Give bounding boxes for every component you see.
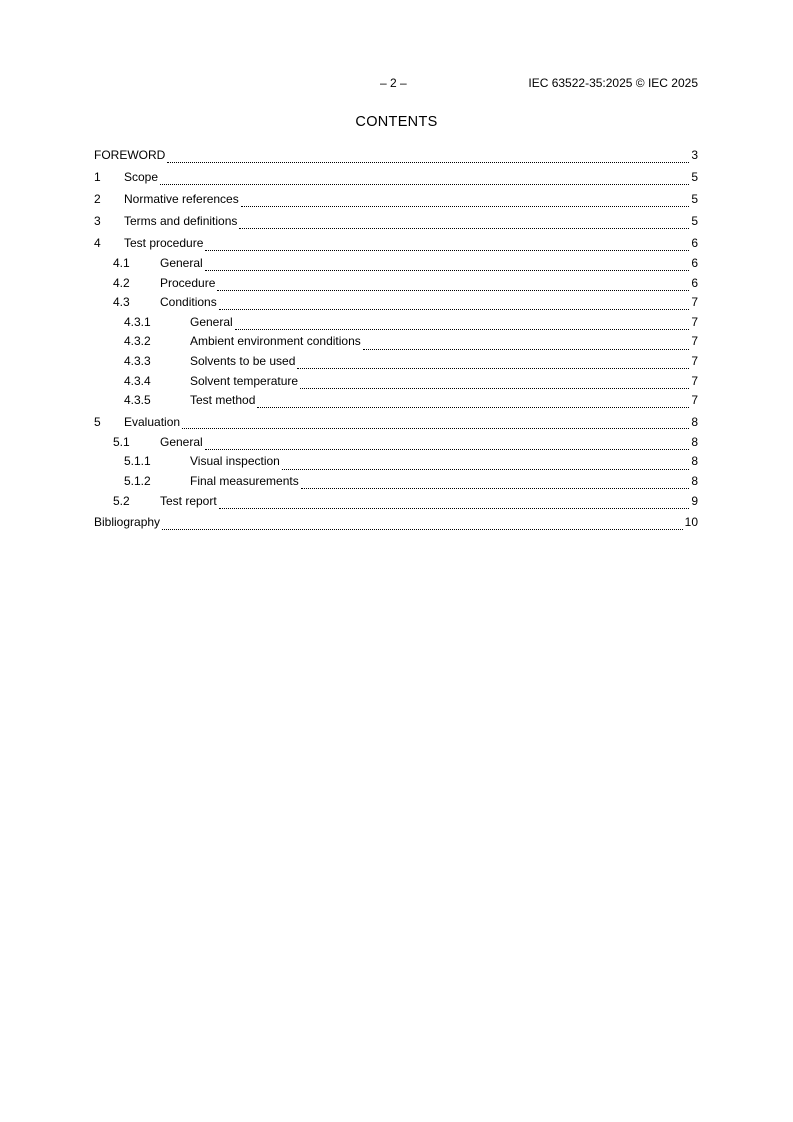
document-reference: IEC 63522-35:2025 © IEC 2025 xyxy=(528,76,698,90)
toc-entry-page: 6 xyxy=(691,275,698,290)
toc-entry-page: 7 xyxy=(691,295,698,310)
toc-entry-number: 3 xyxy=(94,214,101,228)
toc-entry-4-3[interactable] xyxy=(94,293,698,313)
dot-leader xyxy=(182,416,689,429)
toc-entry-4-3-3[interactable] xyxy=(94,352,698,372)
toc-entry-4-3-2[interactable] xyxy=(94,332,698,352)
dot-leader xyxy=(217,278,689,291)
toc-entry-label: Visual inspection xyxy=(190,454,280,469)
toc-entry-number: 2 xyxy=(94,192,101,206)
toc-entry-number: 4.1 xyxy=(113,256,130,270)
toc-entry-label: Test report xyxy=(160,493,217,508)
toc-entry-page: 8 xyxy=(691,454,698,469)
toc-entry-label: Bibliography xyxy=(94,515,161,530)
toc-entry-1[interactable] xyxy=(94,166,698,188)
toc-entry-4-3-1[interactable] xyxy=(94,313,698,333)
contents-title: CONTENTS xyxy=(355,114,438,130)
toc-entry-number: 5.1 xyxy=(113,434,130,449)
toc-entry-page: 7 xyxy=(691,393,698,408)
toc-entry-page: 10 xyxy=(684,515,698,530)
dot-leader xyxy=(363,337,690,350)
toc-entry-label: Scope xyxy=(124,170,159,184)
toc-entry-number: 5.2 xyxy=(113,493,130,508)
dot-leader xyxy=(297,356,689,369)
dot-leader xyxy=(160,172,689,185)
toc-entry-number: 4.3.4 xyxy=(124,373,151,388)
toc-entry-label: Terms and definitions xyxy=(124,214,238,228)
toc-entry-5[interactable] xyxy=(94,411,698,433)
toc-entry-page: 3 xyxy=(691,148,698,162)
toc-entry-page: 5 xyxy=(691,170,698,184)
toc-entry-label: Ambient environment conditions xyxy=(190,334,361,349)
dot-leader xyxy=(241,194,690,207)
dot-leader xyxy=(205,437,690,450)
page-header xyxy=(0,76,793,92)
toc-entry-number: 4 xyxy=(94,236,101,250)
toc-entry-label: FOREWORD xyxy=(94,148,166,162)
dot-leader xyxy=(205,258,690,271)
toc-entry-number: 4.3.2 xyxy=(124,334,151,349)
dot-leader xyxy=(257,395,689,408)
toc-entry-number: 5.1.2 xyxy=(124,473,151,488)
toc-entry-page: 8 xyxy=(691,434,698,449)
toc-entry-label: Solvents to be used xyxy=(190,353,296,368)
toc-entry-label: Procedure xyxy=(160,275,216,290)
toc-entry-label: Solvent temperature xyxy=(190,373,299,388)
toc-entry-4-3-5[interactable] xyxy=(94,391,698,411)
toc-entry-label: Conditions xyxy=(160,295,217,310)
toc-entry-number: 4.2 xyxy=(113,275,130,290)
toc-entry-page: 5 xyxy=(691,192,698,206)
table-of-contents xyxy=(94,144,698,533)
toc-entry-5-1-1[interactable] xyxy=(94,452,698,472)
page-number: – 2 – xyxy=(380,76,407,90)
toc-entry-page: 8 xyxy=(691,473,698,488)
toc-entry-page: 6 xyxy=(691,236,698,250)
dot-leader xyxy=(301,476,690,489)
dot-leader xyxy=(167,150,689,163)
toc-entry-number: 4.3.5 xyxy=(124,393,151,408)
toc-entry-5-1[interactable] xyxy=(94,433,698,453)
dot-leader xyxy=(219,496,690,509)
toc-entry-label: Test method xyxy=(190,393,256,408)
toc-entry-5-1-2[interactable] xyxy=(94,472,698,492)
toc-entry-number: 5.1.1 xyxy=(124,454,151,469)
toc-entry-label: General xyxy=(190,314,233,329)
toc-entry-label: Evaluation xyxy=(124,414,181,429)
toc-entry-page: 9 xyxy=(691,493,698,508)
toc-entry-label: General xyxy=(160,434,203,449)
toc-entry-number: 4.3.1 xyxy=(124,314,151,329)
toc-entry-2[interactable] xyxy=(94,188,698,210)
toc-entry-3[interactable] xyxy=(94,210,698,232)
toc-entry-number: 1 xyxy=(94,170,101,184)
toc-entry-page: 8 xyxy=(691,414,698,429)
toc-entry-page: 7 xyxy=(691,373,698,388)
toc-entry-number: 5 xyxy=(94,414,101,429)
toc-entry-label: Normative references xyxy=(124,192,239,206)
toc-entry-page: 6 xyxy=(691,256,698,270)
dot-leader xyxy=(235,317,690,330)
toc-entry-page: 7 xyxy=(691,314,698,329)
toc-entry-4[interactable] xyxy=(94,232,698,254)
toc-entry-page: 7 xyxy=(691,353,698,368)
toc-entry-4-1[interactable] xyxy=(94,254,698,274)
toc-entry-label: General xyxy=(160,256,203,270)
toc-entry-number: 4.3.3 xyxy=(124,353,151,368)
toc-entry-4-2[interactable] xyxy=(94,274,698,294)
toc-entry-label: Final measurements xyxy=(190,473,299,488)
toc-entry-label: Test procedure xyxy=(124,236,204,250)
toc-entry-4-3-4[interactable] xyxy=(94,372,698,392)
toc-entry-bibliography[interactable] xyxy=(94,511,698,533)
toc-entry-foreword[interactable] xyxy=(94,144,698,166)
toc-entry-page: 7 xyxy=(691,334,698,349)
toc-entry-page: 5 xyxy=(691,214,698,228)
dot-leader xyxy=(162,517,683,530)
dot-leader xyxy=(282,457,689,470)
dot-leader xyxy=(239,216,689,229)
toc-entry-number: 4.3 xyxy=(113,295,130,310)
dot-leader xyxy=(205,238,689,251)
dot-leader xyxy=(219,297,690,310)
toc-entry-5-2[interactable] xyxy=(94,492,698,512)
dot-leader xyxy=(300,376,689,389)
